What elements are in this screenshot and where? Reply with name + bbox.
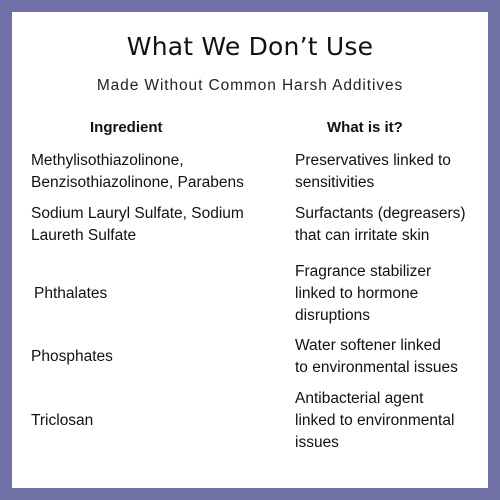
- description-line: that can irritate skin: [295, 227, 430, 244]
- ingredient-line: Methylisothiazolinone,: [31, 152, 184, 169]
- ingredient-line: Benzisothiazolinone, Parabens: [31, 174, 244, 191]
- description-line: Antibacterial agent: [295, 390, 424, 407]
- ingredient-line: Sodium Lauryl Sulfate, Sodium: [31, 205, 244, 222]
- table-row-1-description: [295, 150, 451, 194]
- description-line: issues: [295, 434, 339, 451]
- description-line: Surfactants (degreasers): [295, 205, 466, 222]
- column-header-what-is-it: What is it?: [327, 119, 403, 136]
- description-line: linked to environmental: [295, 412, 455, 429]
- table-row-2-description: [295, 203, 466, 247]
- ingredient-line: Phosphates: [31, 348, 113, 365]
- ingredient-line: Phthalates: [34, 285, 108, 302]
- description-line: disruptions: [295, 307, 370, 324]
- table-row-3-ingredient: [34, 283, 107, 305]
- table-row-5-description: [295, 388, 454, 454]
- page-title: What We Don’t Use: [126, 32, 374, 61]
- column-header-ingredient: Ingredient: [90, 119, 163, 136]
- ingredient-line: Laureth Sulfate: [31, 227, 137, 244]
- table-row-2-ingredient: [31, 203, 244, 247]
- table-row-1-ingredient: [31, 150, 244, 194]
- description-line: to environmental issues: [295, 359, 458, 376]
- page-subtitle: Made Without Common Harsh Additives: [96, 77, 404, 94]
- description-line: Preservatives linked to: [295, 152, 451, 169]
- description-line: Fragrance stabilizer: [295, 263, 432, 280]
- description-line: linked to hormone: [295, 285, 419, 302]
- table-row-4-ingredient: [31, 346, 113, 368]
- ingredient-line: Triclosan: [31, 412, 94, 429]
- table-row-4-description: [295, 335, 458, 379]
- table-row-3-description: [295, 261, 431, 327]
- description-line: Water softener linked: [295, 337, 441, 354]
- description-line: sensitivities: [295, 174, 375, 191]
- table-row-5-ingredient: [31, 410, 93, 432]
